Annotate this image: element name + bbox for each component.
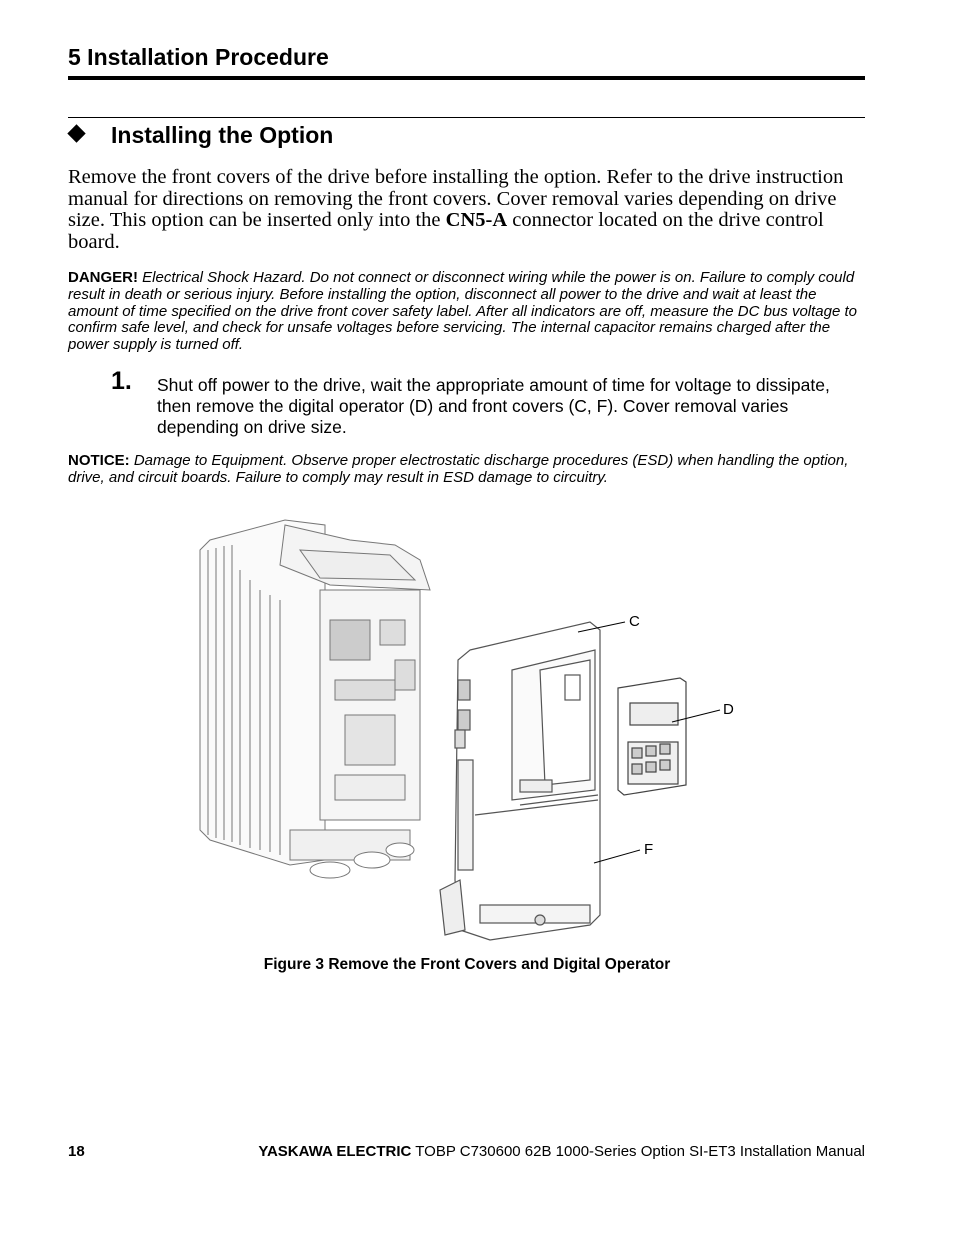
chapter-title: 5 Installation Procedure: [68, 44, 329, 70]
footer-title: TOBP C730600 62B 1000-Series Option SI-ET3 Installation Manual: [411, 1143, 865, 1160]
intro-paragraph: [68, 167, 868, 253]
step-number: 1.: [111, 367, 132, 395]
notice-label: NOTICE:: [68, 452, 130, 469]
intro-text-before: Remove the front covers of the drive before installing the option. Refer to the drive instruction manual for directions on removing the front covers. Cover removal varies depending on drive size. This option can be inserted only into the: [68, 166, 844, 231]
section-rule: [68, 117, 865, 118]
digital-operator: [618, 678, 686, 795]
header-rule: [68, 76, 865, 80]
figure-caption: Figure 3 Remove the Front Covers and Digital Operator: [263, 956, 671, 973]
intro-text-after: connector located on the drive control board.: [68, 209, 824, 253]
label-d: D: [723, 701, 734, 718]
drive-figure: [0, 510, 954, 950]
section-title: Installing the Option: [111, 122, 334, 148]
danger-text: Electrical Shock Hazard. Do not connect or disconnect wiring while the power is on. Failure to comply could result in death or serious injury. Before installing the option, disconnect all power to the drive and wait at least the amount of time specified on the drive front cover safety label. After all indicators are off, measure the DC bus voltage to confirm safe level, and check for unsafe voltages before servicing. The internal capacitor remains charged after the power supply is turned off.: [68, 269, 858, 354]
footer-manual-title: [258, 1143, 865, 1160]
front-cover: [440, 622, 600, 940]
danger-label: DANGER!: [68, 269, 138, 286]
diamond-bullet-icon: [67, 124, 85, 142]
notice-note: [68, 453, 868, 487]
notice-text: Damage to Equipment. Observe proper electrostatic discharge procedures (ESD) when handling the option, drive, and circuit boards. Failure to comply may result in ESD damage to circuitry.: [68, 452, 849, 486]
label-c: C: [629, 613, 640, 630]
drive-body: [200, 520, 430, 878]
label-f: F: [644, 841, 654, 858]
connector-name: CN5-A: [445, 209, 508, 231]
danger-note: [68, 270, 868, 354]
step-text: Shut off power to the drive, wait the appropriate amount of time for voltage to dissipate, then remove the digital operator (D) and front covers (C, F). Cover removal varies depending on drive size.: [157, 375, 830, 437]
footer-brand: YASKAWA ELECTRIC: [258, 1143, 412, 1160]
page-number: 18: [68, 1143, 85, 1160]
